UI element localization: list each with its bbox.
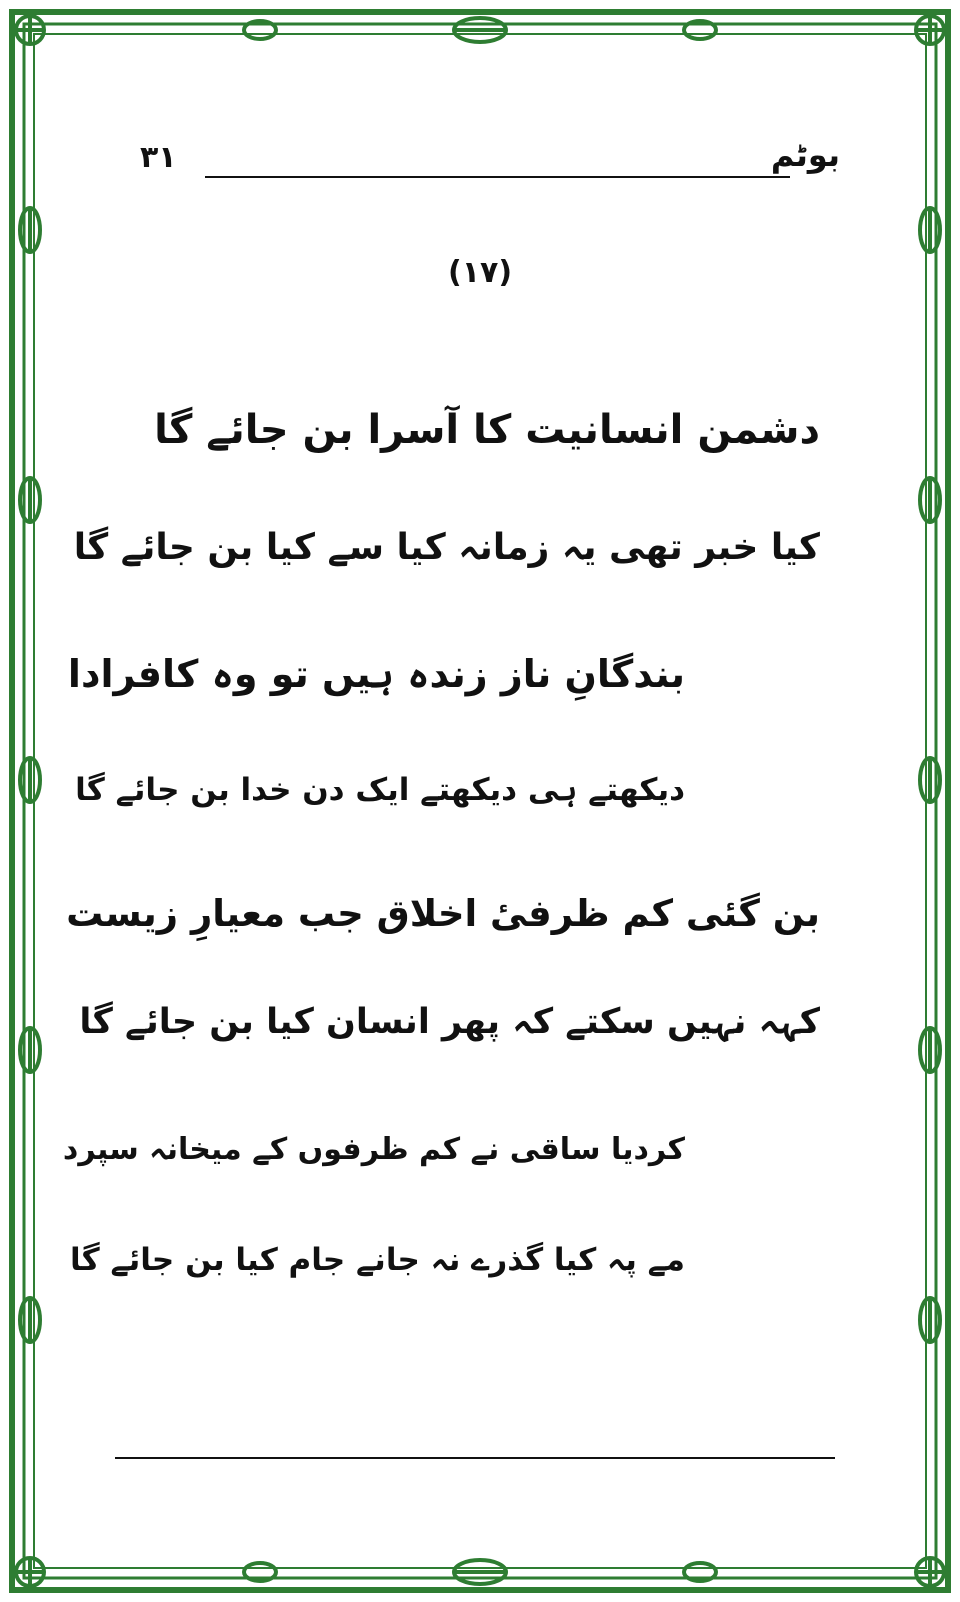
verse-line: کردیا ساقی نے کم ظرفوں کے میخانہ سپرد xyxy=(62,1132,685,1167)
footer-rule xyxy=(115,1457,835,1459)
book-title: بوٹم xyxy=(770,136,840,174)
verse-line: بندگانِ ناز زندہ ہیں تو وہ کافرادا xyxy=(67,652,685,696)
running-header xyxy=(140,136,840,190)
poem-number: (۱۷) xyxy=(447,255,513,290)
verse-line: کہہ نہیں سکتے کہ پھر انسان کیا بن جائے گا xyxy=(79,1002,820,1042)
verse-line: دشمن انسانیت کا آسرا بن جائے گا xyxy=(154,407,820,453)
page-number: ۳۱ xyxy=(140,140,177,175)
verse-line: مے پہ کیا گذرے نہ جانے جام کیا بن جائے گا xyxy=(70,1242,685,1278)
verse-line: دیکھتے ہی دیکھتے ایک دن خدا بن جائے گا xyxy=(75,772,685,808)
header-rule xyxy=(205,176,790,178)
verse-line: بن گئی کم ظرفیٔ اخلاق جب معیارِ زیست xyxy=(66,892,820,935)
verse-line: کیا خبر تھی یہ زمانہ کیا سے کیا بن جائے گا xyxy=(73,527,820,568)
